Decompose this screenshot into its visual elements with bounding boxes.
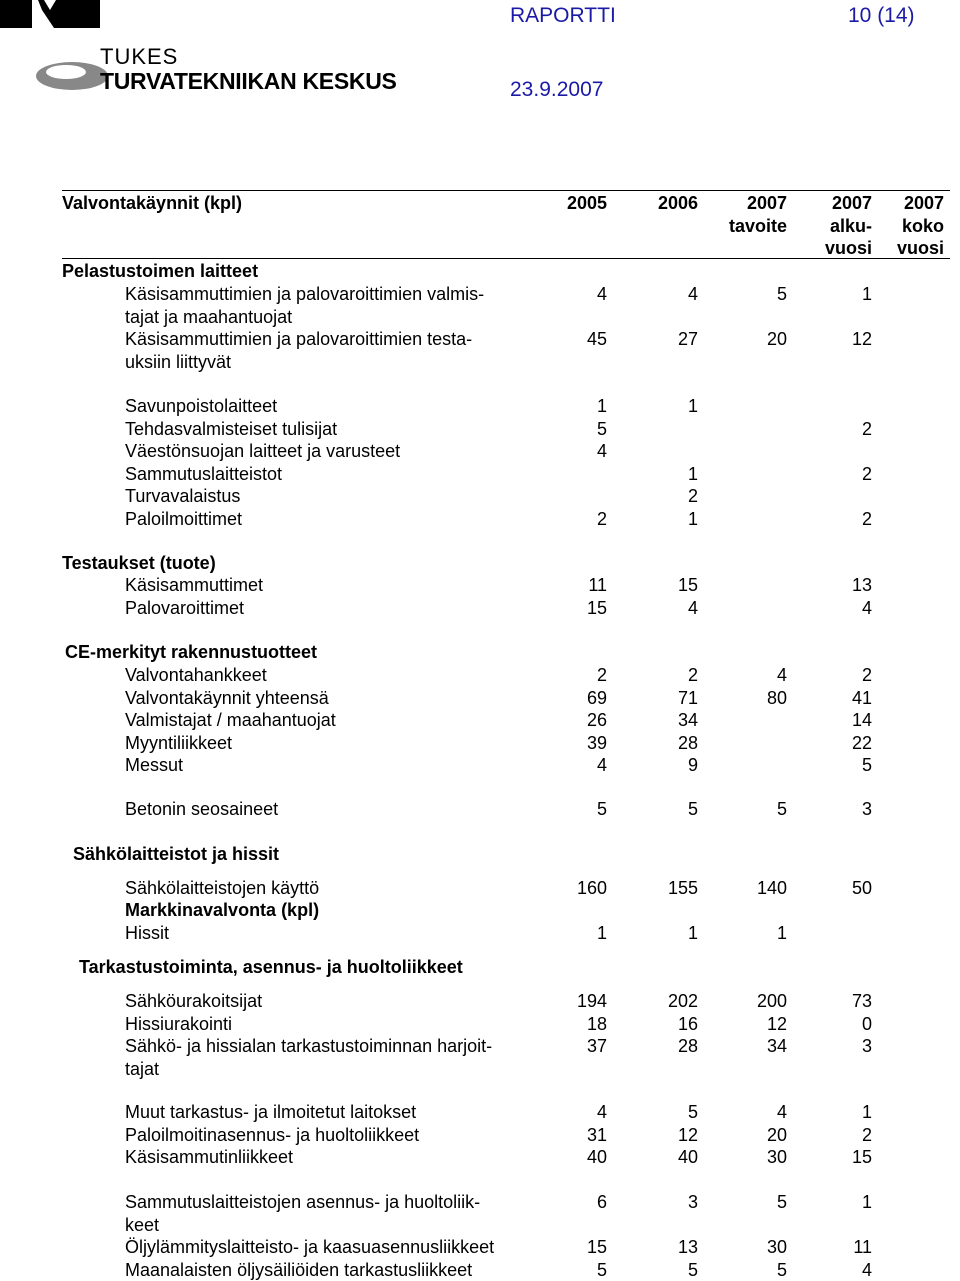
row-value: 71: [677, 687, 698, 708]
row-value: 3: [861, 1036, 872, 1056]
row-value: 69: [586, 687, 607, 708]
row-label: Tehdasvalmisteiset tulisijat: [125, 418, 338, 439]
row-value: 5: [776, 1259, 787, 1280]
row-label: Valmistajat / maahantuojat: [125, 710, 336, 730]
row-label: Käsisammuttimien ja palovaroittimien testa-: [125, 329, 473, 349]
row-value: 2: [861, 463, 872, 484]
logo-wordmark: TUKES: [100, 44, 179, 69]
row-value: 40: [586, 1147, 607, 1167]
section-heading: Pelastustoimen laitteet: [62, 261, 259, 281]
row-label: Myyntiliikkeet: [125, 732, 233, 753]
logo-subtitle: TURVATEKNIIKAN KESKUS: [100, 68, 397, 94]
row-value: 4: [596, 284, 607, 304]
row-value: 202: [667, 991, 698, 1011]
row-value: 40: [677, 1147, 698, 1167]
row-value: 18: [586, 1013, 607, 1034]
row-value: 4: [861, 1259, 872, 1280]
row-value: 2: [861, 665, 872, 685]
row-label: Hissiurakointi: [125, 1013, 233, 1034]
document-type: RAPORTTI: [510, 4, 616, 27]
row-value: 13: [851, 575, 872, 595]
row-value: 20: [766, 329, 787, 349]
row-value: 26: [586, 710, 607, 730]
row-value: 73: [851, 991, 872, 1011]
row-value: 140: [756, 878, 787, 898]
row-value: 1: [596, 396, 607, 416]
row-label: Sähkö- ja hissialan tarkastustoiminnan harjoit-: [125, 1036, 493, 1056]
row-value: 5: [776, 284, 787, 304]
column-header: alku-: [829, 215, 872, 236]
row-label: Sähkölaitteistojen käyttö: [125, 878, 320, 898]
column-header: vuosi: [896, 238, 944, 258]
row-value: 0: [861, 1013, 872, 1034]
row-value: 2: [861, 418, 872, 439]
row-value: 80: [766, 687, 787, 708]
row-value: 20: [766, 1124, 787, 1145]
row-label: Palovaroittimet: [125, 597, 245, 618]
row-value: 15: [586, 1237, 607, 1257]
column-header: 2007: [831, 193, 872, 213]
row-label: Paloilmoitinasennus- ja huoltoliikkeet: [125, 1124, 420, 1145]
row-value: 4: [861, 597, 872, 618]
row-label: Käsisammuttimet: [125, 575, 264, 595]
row-value: 37: [586, 1036, 607, 1056]
row-value: 1: [687, 463, 698, 484]
row-label: Öljylämmityslaitteisto- ja kaasuasennusliikkeet: [125, 1237, 495, 1257]
row-value: 5: [687, 799, 698, 819]
row-value: 41: [851, 687, 872, 708]
row-label: tajat: [125, 1058, 160, 1079]
row-label: Muut tarkastus- ja ilmoitetut laitokset: [125, 1102, 417, 1122]
row-value: 5: [776, 799, 787, 819]
column-header: tavoite: [728, 215, 787, 236]
row-value: 5: [687, 1259, 698, 1280]
row-label: Valvontakäynnit yhteensä: [125, 687, 329, 708]
row-value: 4: [596, 1102, 607, 1122]
row-value: 194: [576, 991, 607, 1011]
row-value: 155: [667, 878, 698, 898]
row-label: Turvavalaistus: [125, 486, 241, 506]
row-label: tajat ja maahantuojat: [125, 306, 293, 327]
row-value: 1: [776, 923, 787, 943]
section-subheading: Markkinavalvonta (kpl): [125, 900, 320, 920]
row-label: Sähköurakoitsijat: [125, 991, 263, 1011]
row-value: 4: [776, 1102, 787, 1122]
row-value: 1: [861, 1192, 872, 1212]
column-header: 2005: [566, 193, 607, 213]
row-value: 12: [677, 1124, 698, 1145]
row-value: 45: [586, 329, 607, 349]
row-value: 12: [851, 329, 872, 349]
row-value: 11: [853, 1237, 872, 1257]
row-value: 16: [677, 1013, 698, 1034]
row-label: Sammutuslaitteistojen asennus- ja huoltoliik-: [125, 1192, 481, 1212]
row-label: Betonin seosaineet: [125, 799, 279, 819]
row-value: 5: [687, 1102, 698, 1122]
row-value: 39: [586, 732, 607, 753]
column-header: koko: [901, 215, 944, 236]
column-header: 2006: [657, 193, 698, 213]
row-value: 1: [596, 923, 607, 943]
row-value: 13: [677, 1237, 698, 1257]
row-value: 34: [766, 1036, 787, 1056]
row-value: 9: [687, 755, 698, 775]
row-value: 34: [677, 710, 698, 730]
row-value: 14: [851, 710, 872, 730]
row-label: Hissit: [125, 923, 169, 943]
row-value: 3: [861, 799, 872, 819]
row-label: Messut: [125, 755, 184, 775]
row-value: 2: [687, 665, 698, 685]
row-value: 4: [596, 755, 607, 775]
row-label: Käsisammuttimien ja palovaroittimien valmis-: [125, 284, 485, 304]
row-label: Valvontahankkeet: [125, 665, 267, 685]
row-value: 12: [766, 1013, 787, 1034]
row-value: 15: [677, 575, 698, 595]
table-title: Valvontakäynnit (kpl): [62, 193, 243, 213]
report-date: 23.9.2007: [510, 78, 604, 101]
section-heading: Testaukset (tuote): [62, 553, 216, 573]
row-value: 11: [588, 575, 607, 595]
row-value: 50: [851, 878, 872, 898]
row-label: keet: [125, 1214, 160, 1235]
column-header: vuosi: [824, 238, 872, 258]
row-value: 200: [756, 991, 787, 1011]
row-value: 4: [687, 284, 698, 304]
row-value: 1: [687, 923, 698, 943]
tukes-logo-graphic: [0, 0, 110, 100]
row-value: 5: [596, 799, 607, 819]
row-value: 28: [677, 732, 698, 753]
row-value: 30: [766, 1147, 787, 1167]
section-heading: Tarkastustoiminta, asennus- ja huoltoliikkeet: [79, 957, 463, 977]
row-value: 160: [576, 878, 607, 898]
row-value: 3: [687, 1192, 698, 1212]
row-value: 2: [687, 486, 698, 506]
row-label: Käsisammutinliikkeet: [125, 1147, 294, 1167]
row-value: 2: [861, 1124, 872, 1145]
row-value: 2: [861, 508, 872, 529]
row-value: 22: [851, 732, 872, 753]
row-value: 6: [596, 1192, 607, 1212]
column-header: 2007: [746, 193, 787, 213]
row-value: 1: [861, 284, 872, 304]
row-value: 1: [687, 508, 698, 529]
row-value: 2: [596, 508, 607, 529]
row-label: Paloilmoittimet: [125, 508, 243, 529]
table-top-rule: [62, 190, 950, 191]
row-value: 4: [596, 441, 607, 461]
section-heading: CE-merkityt rakennustuotteet: [65, 642, 318, 662]
row-label: Savunpoistolaitteet: [125, 396, 278, 416]
row-value: 5: [596, 1259, 607, 1280]
row-value: 1: [861, 1102, 872, 1122]
row-label: Sammutuslaitteistot: [125, 463, 283, 484]
row-value: 27: [677, 329, 698, 349]
row-value: 4: [776, 665, 787, 685]
row-value: 28: [677, 1036, 698, 1056]
row-value: 2: [596, 665, 607, 685]
row-value: 15: [851, 1147, 872, 1167]
row-value: 5: [776, 1192, 787, 1212]
row-value: 30: [766, 1237, 787, 1257]
row-label: Väestönsuojan laitteet ja varusteet: [125, 441, 401, 461]
row-value: 5: [596, 418, 607, 439]
column-header: 2007: [903, 193, 944, 213]
section-heading: Sähkölaitteistot ja hissit: [73, 844, 280, 864]
page-number: 10 (14): [848, 4, 915, 27]
row-value: 15: [586, 597, 607, 618]
row-value: 5: [861, 755, 872, 775]
row-value: 4: [687, 597, 698, 618]
row-value: 1: [687, 396, 698, 416]
row-label: Maanalaisten öljysäiliöiden tarkastusliikkeet: [125, 1259, 473, 1280]
row-value: 31: [586, 1124, 607, 1145]
row-label: uksiin liittyvät: [125, 351, 232, 372]
